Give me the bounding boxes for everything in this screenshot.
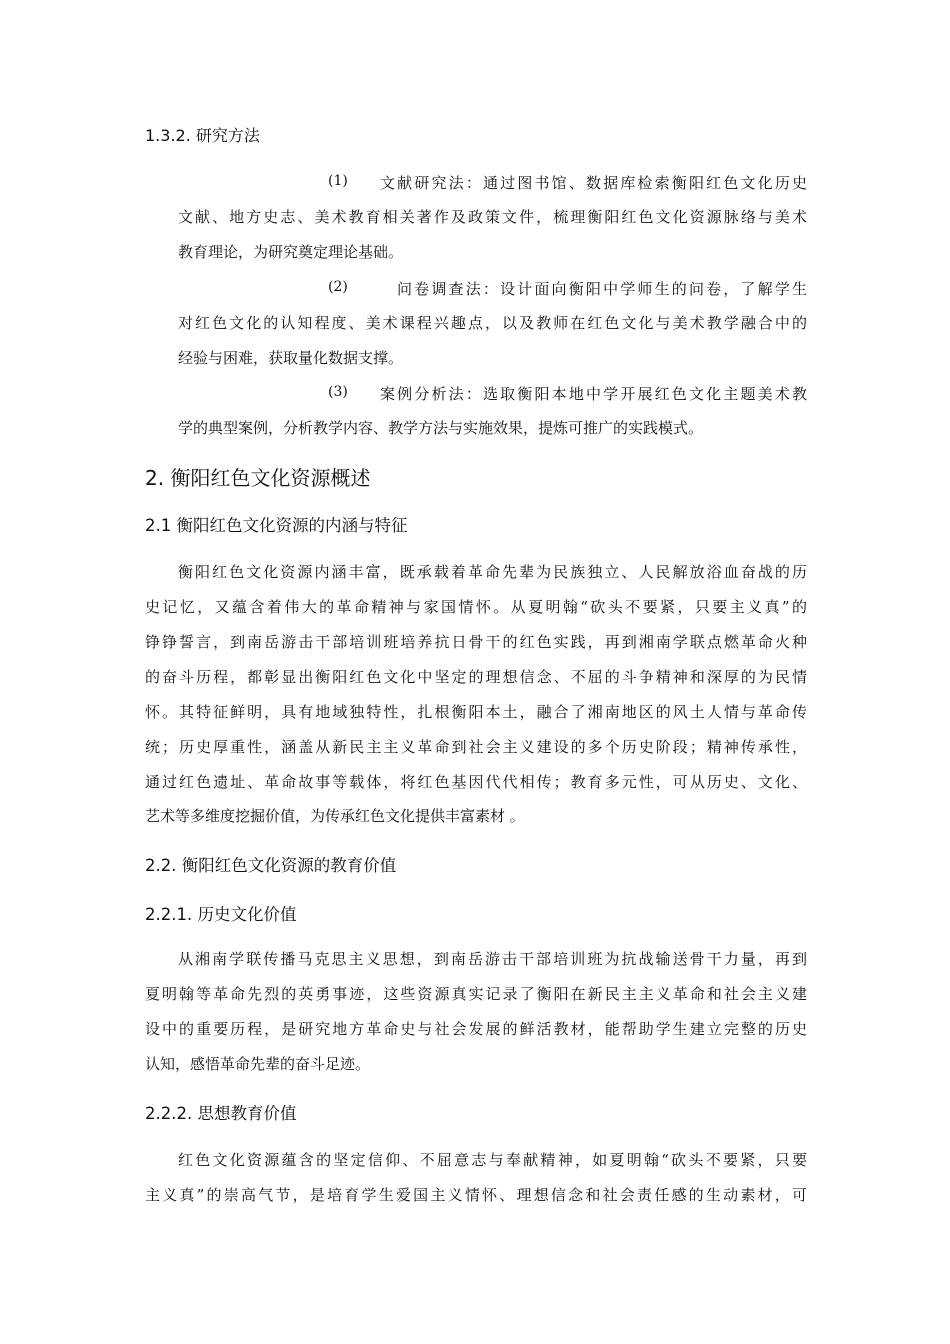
chapter-heading-2: 2. 衡阳红色文化资源概述 [145, 466, 371, 490]
method-1-number: (1) [328, 173, 348, 189]
para-2-1-line-8: 艺术等多维度挖掘价值，为传承红色文化提供丰富素材 。 [145, 807, 525, 825]
method-3-number: (3) [328, 384, 348, 400]
method-3-line-1: 案例分析法：选取衡阳本地中学开展红色文化主题美术教 [380, 385, 807, 403]
method-1-line-3: 教育理论，为研究奠定理论基础。 [178, 243, 404, 261]
section-heading-1-3-2: 1.3.2. 研究方法 [145, 126, 260, 145]
section-heading-2-2-1: 2.2.1. 历史文化价值 [145, 905, 297, 924]
para-2-1-line-1: 衡阳红色文化资源内涵丰富，既承载着革命先辈为民族独立、人民解放浴血奋战的历 [178, 563, 807, 581]
para-2-1-line-7: 通过红色遗址、革命故事等载体，将红色基因代代相传；教育多元性，可从历史、文化、 [145, 773, 807, 791]
method-2-line-1: 问卷调查法：设计面向衡阳中学师生的问卷，了解学生 [397, 280, 807, 298]
method-1-line-2: 文献、地方史志、美术教育相关著作及政策文件，梳理衡阳红色文化资源脉络与美术 [178, 208, 807, 226]
para-2-1-line-2: 史记忆，又蕴含着伟大的革命精神与家国情怀。从夏明翰“砍头不要紧，只要主义真”的 [145, 598, 807, 616]
para-2-2-2-line-1: 红色文化资源蕴含的坚定信仰、不屈意志与奉献精神，如夏明翰“砍头不要紧，只要 [178, 1151, 807, 1169]
method-1-line-1: 文献研究法：通过图书馆、数据库检索衡阳红色文化历史 [380, 174, 807, 192]
para-2-2-1-line-3: 设中的重要历程，是研究地方革命史与社会发展的鲜活教材，能帮助学生建立完整的历史 [145, 1020, 807, 1038]
para-2-2-2-line-2: 主义真”的崇高气节，是培育学生爱国主义情怀、理想信念和社会责任感的生动素材，可 [145, 1186, 807, 1204]
section-heading-2-2-2: 2.2.2. 思想教育价值 [145, 1104, 297, 1123]
para-2-1-line-6: 统；历史厚重性，涵盖从新民主主义革命到社会主义建设的多个历史阶段；精神传承性， [145, 738, 807, 756]
method-3-line-2: 学的典型案例，分析教学内容、教学方法与实施效果，提炼可推广的实践模式。 [178, 419, 704, 437]
para-2-1-line-3: 铮铮誓言，到南岳游击干部培训班培养抗日骨干的红色实践，再到湘南学联点燃革命火种 [145, 633, 807, 651]
section-heading-2-2: 2.2. 衡阳红色文化资源的教育价值 [145, 856, 397, 875]
method-2-line-3: 经验与困难，获取量化数据支撑。 [178, 349, 404, 367]
para-2-2-1-line-1: 从湘南学联传播马克思主义思想，到南岳游击干部培训班为抗战输送骨干力量，再到 [178, 950, 807, 968]
para-2-2-1-line-4: 认知，感悟革命先辈的奋斗足迹。 [145, 1055, 371, 1073]
method-2-number: (2) [328, 279, 348, 295]
method-2-line-2: 对红色文化的认知程度、美术课程兴趣点，以及教师在红色文化与美术教学融合中的 [178, 314, 807, 332]
para-2-1-line-5: 怀。其特征鲜明，具有地域独特性，扎根衡阳本土，融合了湘南地区的风土人情与革命传 [145, 703, 807, 721]
para-2-1-line-4: 的奋斗历程，都彰显出衡阳红色文化中坚定的理想信念、不屈的斗争精神和深厚的为民情 [145, 668, 807, 686]
para-2-2-1-line-2: 夏明翰等革命先烈的英勇事迹，这些资源真实记录了衡阳在新民主主义革命和社会主义建 [145, 985, 807, 1003]
section-heading-2-1: 2.1 衡阳红色文化资源的内涵与特征 [145, 516, 408, 535]
